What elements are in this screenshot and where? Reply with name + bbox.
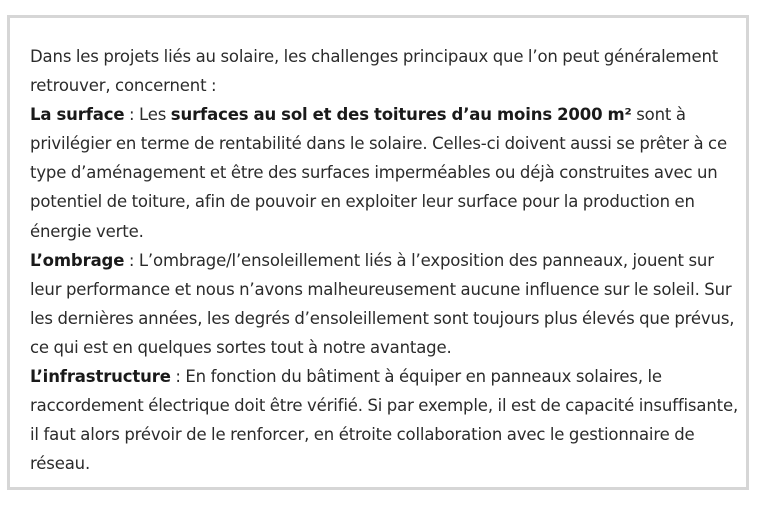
ombrage-term: L’ombrage [30, 250, 125, 270]
surface-text-before: Les [139, 105, 171, 125]
surface-separator: : [124, 105, 139, 125]
ombrage-separator: : [124, 250, 139, 270]
infrastructure-text: En fonction du bâtiment à équiper en panneaux solaires, le raccordement électrique doit être vérifié. Si par exemple, il est de capacité insuffisante, il faut alors prévoir de le renforcer, en étroite collaboration avec le gestionnaire de réseau. [30, 367, 739, 474]
infrastructure-paragraph [30, 362, 740, 478]
surface-text-after: sont à privilégier en terme de rentabilité dans le solaire. Celles-ci doivent aussi se prêter à ce type d’aménagement et être des surfaces imperméables ou déjà construites avec un potentiel de toiture, afin de pouvoir en exploiter leur surface pour la production en énergie verte. [30, 105, 727, 241]
intro-text: Dans les projets liés au solaire, les challenges principaux que l’on peut généralement retrouver, concernent : [30, 47, 719, 96]
surface-emphasis: surfaces au sol et des toitures d’au moins 2000 m² [170, 105, 632, 125]
intro-paragraph [30, 42, 740, 100]
article-content [30, 42, 740, 478]
surface-term: La surface [30, 105, 125, 125]
text-box [7, 15, 749, 490]
ombrage-text: L’ombrage/l’ensoleillement liés à l’exposition des panneaux, jouent sur leur performance et nous n’avons malheureusement aucune influence sur le soleil. Sur les dernières années, les degrés d’ensoleillement sont toujours plus élevés que prévus, ce qui est en quelques sortes tout à notre avantage. [30, 250, 735, 357]
surface-paragraph [30, 100, 740, 245]
ombrage-paragraph [30, 246, 740, 362]
infrastructure-separator: : [170, 367, 186, 387]
infrastructure-term: L’infrastructure [30, 367, 171, 387]
